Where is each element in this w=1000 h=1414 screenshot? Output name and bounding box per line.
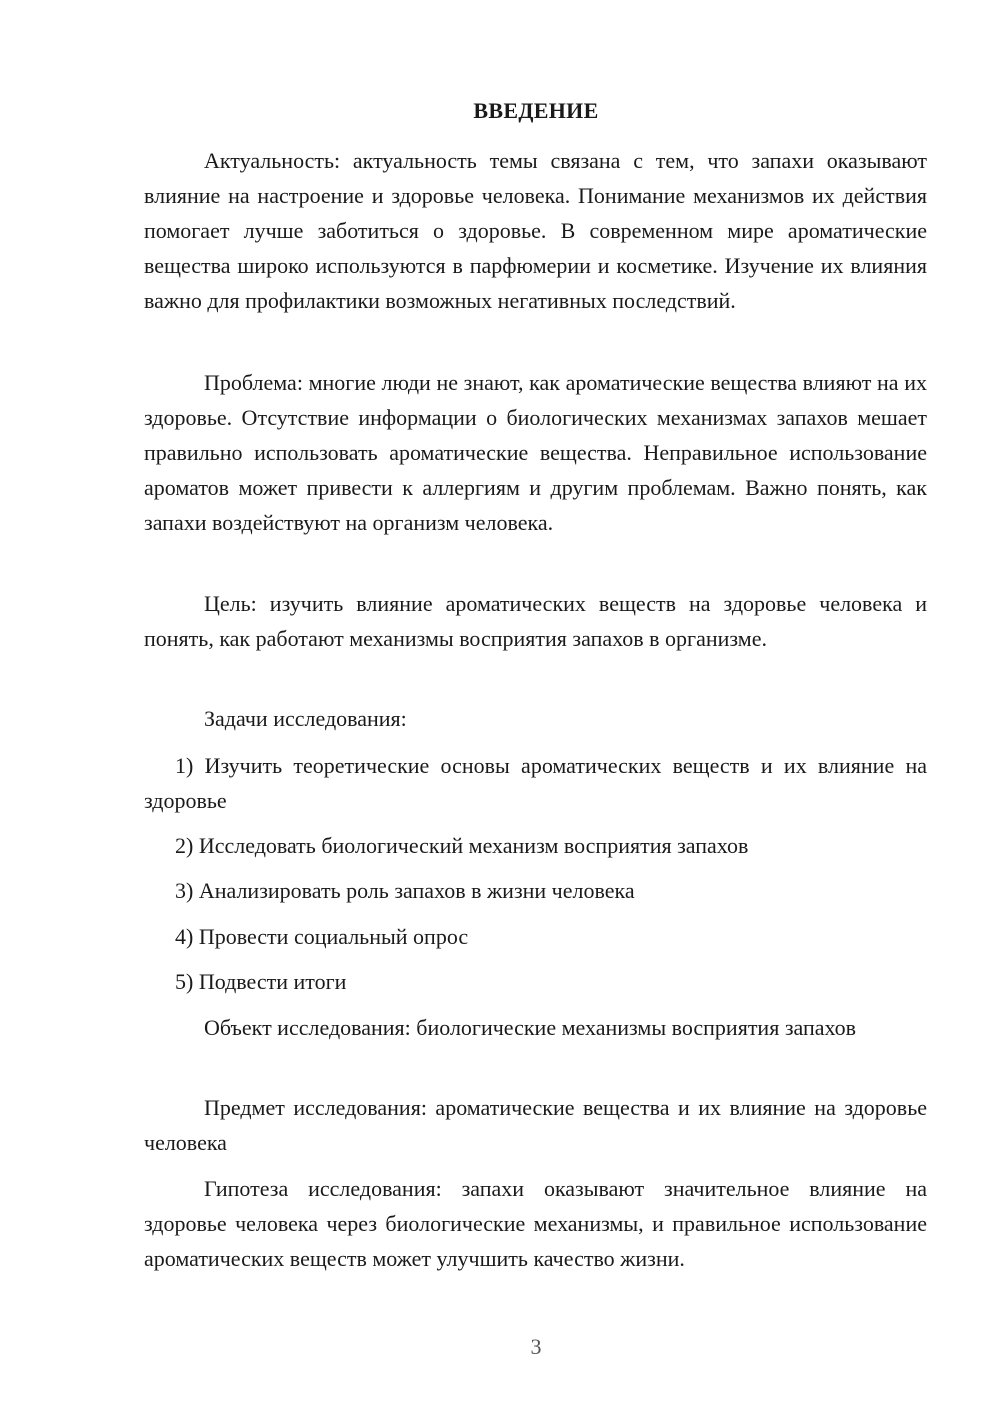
- page-number: 3: [530, 1334, 542, 1359]
- paragraph-object: Объект исследования: биологические механизмы восприятия запахов: [204, 1015, 857, 1040]
- task-item-3: 3) Анализировать роль запахов в жизни человека: [175, 878, 635, 903]
- task-item-1: 1) Изучить теоретические основы ароматических веществ и их влияние на здоровье: [144, 753, 927, 813]
- task-item-5: 5) Подвести итоги: [175, 969, 347, 994]
- paragraph-problem: Проблема: многие люди не знают, как ароматические вещества влияют на их здоровье. Отсутствие информации о биологических механизмах запахов мешает правильно использовать ароматические вещества. Неправильное использование ароматов может привести к аллергиям и другим проблемам. Важно понять, как запахи воздействуют на организм человека.: [144, 370, 927, 535]
- paragraph-relevance: Актуальность: актуальность темы связана с тем, что запахи оказывают влияние на настроение и здоровье человека. Понимание механизмов их действия помогает лучше заботиться о здоровье. В современном мире ароматические вещества широко используются в парфюмерии и косметике. Изучение их влияния важно для профилактики возможных негативных последствий.: [144, 148, 927, 313]
- paragraph-hypothesis: Гипотеза исследования: запахи оказывают значительное влияние на здоровье человека через биологические механизмы, и правильное использование ароматических веществ может улучшить качество жизни.: [144, 1176, 927, 1271]
- paragraph-tasks-heading: Задачи исследования:: [204, 706, 407, 731]
- task-item-2: 2) Исследовать биологический механизм восприятия запахов: [175, 833, 749, 858]
- paragraph-goal: Цель: изучить влияние ароматических веществ на здоровье человека и понять, как работают механизмы восприятия запахов в организме.: [144, 591, 927, 651]
- task-item-4: 4) Провести социальный опрос: [175, 924, 469, 949]
- paragraph-subject: Предмет исследования: ароматические вещества и их влияние на здоровье человека: [144, 1095, 927, 1155]
- section-title: ВВЕДЕНИЕ: [473, 98, 599, 123]
